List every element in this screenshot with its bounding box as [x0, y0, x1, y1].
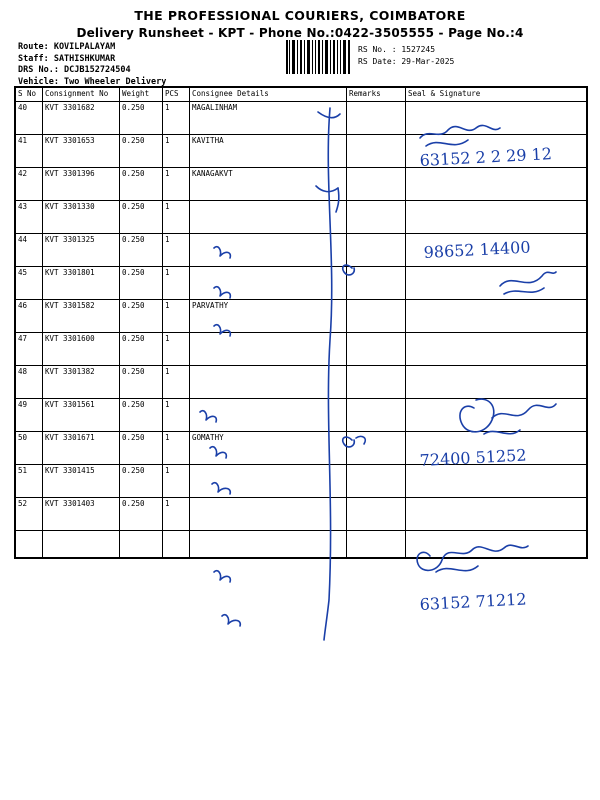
row-weight: 0.250 [120, 201, 163, 234]
row-pcs: 1 [163, 168, 190, 201]
row-consignment-no: KVT 3301801 [43, 267, 120, 300]
row-seal-signature [406, 300, 587, 333]
row-consignee-details [190, 201, 347, 234]
row-seal-signature [406, 102, 587, 135]
row-consignee-details [190, 333, 347, 366]
row-weight: 0.250 [120, 333, 163, 366]
row-pcs: 1 [163, 102, 190, 135]
col-consignment-no: Consignment No [43, 88, 120, 102]
row-pcs: 1 [163, 333, 190, 366]
row-remarks [347, 201, 406, 234]
row-seal-signature [406, 135, 587, 168]
row-consignment-no: KVT 3301382 [43, 366, 120, 399]
row-seal-signature [406, 333, 587, 366]
row-s-no: 40 [16, 102, 43, 135]
row-consignee-details: KAVITHA [190, 135, 347, 168]
col-weight: Weight [120, 88, 163, 102]
row-seal-signature [406, 498, 587, 531]
row-s-no: 44 [16, 234, 43, 267]
row-pcs: 1 [163, 366, 190, 399]
handwritten-note: 72400 51252 [419, 445, 527, 470]
blank-cell [120, 531, 163, 558]
row-consignment-no: KVT 3301671 [43, 432, 120, 465]
blank-cell [347, 531, 406, 558]
barcode-image [286, 40, 352, 74]
row-weight: 0.250 [120, 399, 163, 432]
row-s-no: 47 [16, 333, 43, 366]
row-consignee-details: GOMATHY [190, 432, 347, 465]
rs-no-label: RS No. : 1527245 [358, 45, 436, 54]
meta-left-block [18, 42, 166, 88]
staff-label: Staff: SATHISHKUMAR [18, 53, 116, 64]
row-consignment-no: KVT 3301600 [43, 333, 120, 366]
row-consignment-no: KVT 3301682 [43, 102, 120, 135]
vehicle-label: Vehicle: Two Wheeler Delivery [18, 76, 167, 87]
table-row [16, 300, 587, 333]
route-label: Route: KOVILPALAYAM [18, 42, 116, 52]
row-weight: 0.250 [120, 498, 163, 531]
blank-cell [406, 531, 587, 558]
row-consignment-no: KVT 3301403 [43, 498, 120, 531]
table-row [16, 465, 587, 498]
row-consignee-details: KANAGAKVT [190, 168, 347, 201]
row-remarks [347, 498, 406, 531]
drs-no-label: DRS No.: DCJB152724504 [18, 65, 131, 75]
row-s-no: 46 [16, 300, 43, 333]
row-remarks [347, 300, 406, 333]
row-pcs: 1 [163, 432, 190, 465]
row-consignment-no: KVT 3301582 [43, 300, 120, 333]
row-pcs: 1 [163, 135, 190, 168]
row-pcs: 1 [163, 498, 190, 531]
table-row [16, 234, 587, 267]
row-s-no: 45 [16, 267, 43, 300]
row-weight: 0.250 [120, 366, 163, 399]
row-weight: 0.250 [120, 234, 163, 267]
rs-date-label: RS Date: 29-Mar-2025 [358, 56, 455, 66]
blank-cell [190, 531, 347, 558]
row-pcs: 1 [163, 465, 190, 498]
table-row [16, 333, 587, 366]
company-title: THE PROFESSIONAL COURIERS, COIMBATORE [134, 8, 466, 23]
row-consignee-details [190, 498, 347, 531]
row-weight: 0.250 [120, 300, 163, 333]
row-remarks [347, 234, 406, 267]
row-consignee-details [190, 465, 347, 498]
blank-cell [43, 531, 120, 558]
row-weight: 0.250 [120, 102, 163, 135]
row-remarks [347, 333, 406, 366]
row-weight: 0.250 [120, 168, 163, 201]
row-pcs: 1 [163, 399, 190, 432]
row-remarks [347, 168, 406, 201]
table-row [16, 498, 587, 531]
row-s-no: 52 [16, 498, 43, 531]
row-weight: 0.250 [120, 432, 163, 465]
row-weight: 0.250 [120, 135, 163, 168]
row-consignee-details [190, 399, 347, 432]
row-pcs: 1 [163, 267, 190, 300]
row-consignee-details [190, 366, 347, 399]
col-remarks: Remarks [347, 88, 406, 102]
row-seal-signature [406, 267, 587, 300]
col-s-no: S No [16, 88, 43, 102]
row-consignment-no: KVT 3301396 [43, 168, 120, 201]
row-consignee-details: MAGALINHAM [190, 102, 347, 135]
meta-right-block [358, 44, 454, 67]
row-consignment-no: KVT 3301330 [43, 201, 120, 234]
row-consignment-no: KVT 3301415 [43, 465, 120, 498]
col-seal-signature: Seal & Signature [406, 88, 587, 102]
row-weight: 0.250 [120, 267, 163, 300]
handwritten-note: 98652 14400 [423, 237, 531, 262]
handwritten-note: 63152 71212 [419, 589, 527, 614]
row-remarks [347, 432, 406, 465]
row-weight: 0.250 [120, 465, 163, 498]
table-row [16, 135, 587, 168]
row-remarks [347, 135, 406, 168]
row-consignee-details: PARVATHY [190, 300, 347, 333]
table-row [16, 201, 587, 234]
row-remarks [347, 366, 406, 399]
row-seal-signature [406, 201, 587, 234]
runsheet-table [14, 86, 588, 559]
table-row [16, 102, 587, 135]
table-row [16, 267, 587, 300]
row-s-no: 42 [16, 168, 43, 201]
row-seal-signature [406, 432, 587, 465]
row-consignment-no: KVT 3301325 [43, 234, 120, 267]
row-pcs: 1 [163, 234, 190, 267]
blank-cell [16, 531, 43, 558]
table-row [16, 399, 587, 432]
table-row [16, 366, 587, 399]
document-header [0, 8, 600, 40]
row-remarks [347, 399, 406, 432]
row-seal-signature [406, 168, 587, 201]
row-consignment-no: KVT 3301653 [43, 135, 120, 168]
row-s-no: 41 [16, 135, 43, 168]
row-seal-signature [406, 399, 587, 432]
table-row-blank [16, 531, 587, 558]
row-s-no: 48 [16, 366, 43, 399]
row-seal-signature [406, 366, 587, 399]
row-seal-signature [406, 234, 587, 267]
row-pcs: 1 [163, 300, 190, 333]
col-pcs: PCS [163, 88, 190, 102]
row-remarks [347, 102, 406, 135]
row-s-no: 49 [16, 399, 43, 432]
row-remarks [347, 267, 406, 300]
row-consignee-details [190, 267, 347, 300]
table-header-row [16, 88, 587, 102]
blank-cell [163, 531, 190, 558]
table-row [16, 432, 587, 465]
table-body [16, 102, 587, 558]
row-seal-signature [406, 465, 587, 498]
document-title: Delivery Runsheet - KPT - Phone No.:0422-3505555 - Page No.:4 [76, 26, 524, 40]
row-s-no: 43 [16, 201, 43, 234]
col-consignee-details: Consignee Details [190, 88, 347, 102]
row-consignee-details [190, 234, 347, 267]
table-row [16, 168, 587, 201]
row-remarks [347, 465, 406, 498]
handwritten-note: 63152 2 2 29 12 [419, 144, 553, 170]
row-consignment-no: KVT 3301561 [43, 399, 120, 432]
row-s-no: 50 [16, 432, 43, 465]
row-s-no: 51 [16, 465, 43, 498]
row-pcs: 1 [163, 201, 190, 234]
